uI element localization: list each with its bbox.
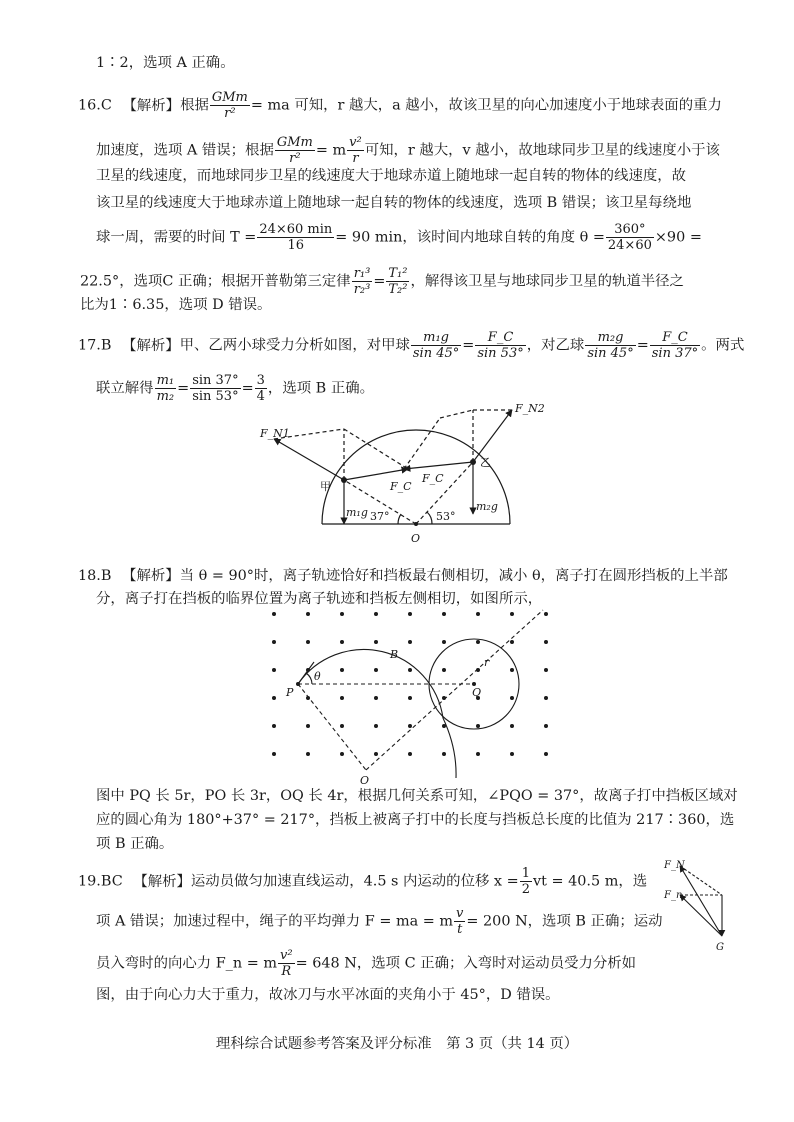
q17-line-1 <box>78 330 744 361</box>
q18-line-3: 图中 PQ 长 5r，PO 长 3r，OQ 长 4r，根据几何关系可知，∠PQO = 37°，故离子打中挡板区域对 <box>96 788 738 804</box>
field-dot <box>476 752 480 756</box>
q19-text: = 200 N，选项 B 正确；运动 <box>466 913 663 930</box>
field-dot <box>340 640 344 644</box>
q16-tag: 【解析】 <box>122 97 181 114</box>
q18-number: 18. <box>78 568 101 584</box>
q16-frac-time: $\frac{24\times 60 \min}{16}$ <box>259 222 333 253</box>
theta-arc <box>306 673 312 684</box>
field-dot <box>272 612 276 616</box>
q16-line-3: 卫星的线速度，而地球同步卫星的线速度大于地球赤道上随地球一起自转的物体的线速度，故 <box>96 168 687 184</box>
field-dot <box>408 640 412 644</box>
q18-line-2: 分，离子打在挡板的临界位置为离子轨迹和挡板左侧相切，如图所示， <box>96 591 543 607</box>
q16-frac-gmm-2: $\frac{\text{GMm}}{\text{r²}}$ <box>276 135 313 166</box>
field-dot <box>442 752 446 756</box>
field-dot <box>408 612 412 616</box>
field-dot <box>442 612 446 616</box>
q16-line-6 <box>80 266 684 297</box>
field-dot <box>272 724 276 728</box>
q19-text: 项 A 错误；加速过程中，绳子的平均弹力 F = ma = m <box>96 913 454 930</box>
q19-text: = 648 N，选项 C 正确；入弯时对运动员受力分析如 <box>295 955 637 972</box>
ball-jia <box>341 477 347 483</box>
label-37: 37° <box>370 510 390 523</box>
q16-text: = 90 min，该时间内地球自转的角度 θ = <box>335 229 605 246</box>
q17-frac-d: $\frac{F\_C}{\sin 37^\circ}$ <box>651 330 699 361</box>
q19-text: vt = 40.5 m，选 <box>532 873 648 890</box>
field-dot <box>510 752 514 756</box>
q17-frac-g: $\frac{3}{4}$ <box>256 373 265 404</box>
figure-18-ion-trajectory <box>260 598 560 788</box>
q17-frac-e: $\frac{\text{m₁}}{\text{m₂}}$ <box>156 373 175 404</box>
q19-line-3 <box>96 948 636 979</box>
label-fn2: F_N2 <box>515 402 545 415</box>
q17-text: 。两式 <box>701 337 745 354</box>
q19-tag: 【解析】 <box>133 873 191 890</box>
q18-line-5: 项 B 正确。 <box>96 836 174 852</box>
q19-number: 19. <box>78 873 101 890</box>
q17-text: ，选项 B 正确。 <box>267 380 374 397</box>
field-dot <box>340 668 344 672</box>
q16-frac-v2r: $\frac{\text{v²}}{r}$ <box>349 135 362 166</box>
q17-tag: 【解析】 <box>122 337 180 354</box>
label-g: G <box>716 942 724 953</box>
field-dot <box>544 668 548 672</box>
field-dot <box>476 612 480 616</box>
label-fc-2: F_C <box>422 472 444 485</box>
q16-frac-kepler-r: $\frac{\text{r₁³}}{\text{r₂³}}$ <box>353 266 371 297</box>
field-dot <box>374 752 378 756</box>
field-dot <box>544 724 548 728</box>
field-dot <box>476 640 480 644</box>
field-dot <box>272 696 276 700</box>
q16-text: = m <box>315 142 347 159</box>
q17-text: = <box>177 380 190 397</box>
angle-arc-53 <box>427 512 432 524</box>
label-fn1: F_N1 <box>260 427 290 440</box>
q16-number: 16. <box>78 97 101 114</box>
q18-text: 当 θ = 90°时，离子轨迹恰好和挡板最右侧相切，减小 θ，离子打在圆形挡板的上半部 <box>179 568 728 584</box>
label-53: 53° <box>436 510 456 523</box>
figure-17-force-diagram <box>250 402 550 552</box>
field-dot <box>374 724 378 728</box>
field-dot <box>510 696 514 700</box>
q16-text: 根据 <box>180 97 209 114</box>
label-fc-1: F_C <box>390 480 412 493</box>
q16-line-2 <box>96 135 720 166</box>
field-dot <box>272 640 276 644</box>
q16-text: 加速度，选项 A 错误；根据 <box>96 142 274 159</box>
angle-arc-37 <box>398 514 401 524</box>
q17-text: = <box>462 337 475 354</box>
label-m1g: m₁g <box>346 506 368 519</box>
field-dot <box>544 696 548 700</box>
q19-answer: BC <box>100 873 123 890</box>
q16-text: 球一周，需要的时间 T = <box>96 229 257 246</box>
field-dot <box>306 752 310 756</box>
oq-extended-dashed-line <box>366 610 543 770</box>
label-p: P <box>286 686 294 699</box>
field-dot <box>306 640 310 644</box>
field-dot <box>340 612 344 616</box>
label-jia: 甲 <box>320 480 331 493</box>
q16-frac-angle: $\frac{360^\circ}{24\times 60}$ <box>607 222 652 253</box>
field-dot <box>476 724 480 728</box>
field-dot <box>340 752 344 756</box>
field-dot <box>340 696 344 700</box>
q17-number: 17. <box>78 337 101 354</box>
q19-text: 员入弯时的向心力 F_n = m <box>96 955 278 972</box>
q17-text: 甲、乙两小球受力分析如图，对甲球 <box>179 337 410 354</box>
q19-line-2 <box>96 906 663 937</box>
q17-answer: B <box>100 337 112 354</box>
q16-text: ，解得该卫星与地球同步卫星的轨道半径之 <box>410 273 684 290</box>
field-dot <box>374 640 378 644</box>
field-dot <box>408 752 412 756</box>
field-dot <box>442 640 446 644</box>
q16-line-1 <box>78 90 722 121</box>
q19-frac-v2r: $\frac{\text{v²}}{R}$ <box>280 948 293 979</box>
field-dot <box>374 668 378 672</box>
q17-frac-c: $\frac{\text{m₂g}}{\sin 45^\circ}$ <box>587 330 634 361</box>
field-dot <box>510 640 514 644</box>
fn2-arrow <box>473 410 512 462</box>
q18-line-1 <box>78 566 728 586</box>
field-dot <box>510 668 514 672</box>
q16-line-5 <box>96 222 702 253</box>
q18-answer: B <box>100 568 112 584</box>
label-theta: θ <box>314 670 321 683</box>
q19-line-1 <box>78 866 647 897</box>
ball-yi <box>470 459 476 465</box>
q19-text: 运动员做匀加速直线运动，4.5 s 内运动的位移 x = <box>190 873 519 890</box>
field-dot <box>544 752 548 756</box>
fc-arrow-yi <box>404 462 473 469</box>
label-o: O <box>360 774 370 787</box>
q16-text: 可知，r 越大，v 越小，故地球同步卫星的线速度小于该 <box>364 142 720 159</box>
field-dot <box>272 668 276 672</box>
q16-line-7: 比为1∶6.35，选项 D 错误。 <box>80 297 272 313</box>
q16-frac-gmm: $\frac{\text{GMm}}{\text{r²}}$ <box>211 90 248 121</box>
q17-text: = <box>636 337 649 354</box>
text-line-top: 1∶2，选项 A 正确。 <box>96 55 235 71</box>
q17-line-2 <box>96 373 374 404</box>
q16-frac-kepler-t: $\frac{\text{T₁²}}{\text{T₂²}}$ <box>388 266 408 297</box>
q17-frac-a: $\frac{\text{m₁g}}{\sin 45^\circ}$ <box>412 330 460 361</box>
q18-line-4: 应的圆心角为 180°+37° = 217°，挡板上被离子打中的长度与挡板总长度的比值为 217∶360，选 <box>96 812 735 828</box>
label-q: Q <box>472 686 482 699</box>
field-dot <box>340 724 344 728</box>
field-dot <box>544 612 548 616</box>
field-dot <box>374 696 378 700</box>
label-r: r <box>484 656 490 669</box>
label-o: O <box>411 532 421 545</box>
q17-text: = <box>241 380 254 397</box>
label-yi: 乙 <box>480 456 491 469</box>
q16-text: ×90 = <box>654 229 702 246</box>
q19-line-4: 图，由于向心力大于重力，故冰刀与水平冰面的夹角小于 45°，D 错误。 <box>96 987 560 1003</box>
q19-frac-half: $\frac{1}{2}$ <box>521 866 530 897</box>
figure-19-force-diagram <box>660 852 740 952</box>
field-dot <box>408 696 412 700</box>
page-footer: 理科综合试题参考答案及评分标准 第 3 页（共 14 页） <box>215 1036 579 1052</box>
field-dot <box>306 724 310 728</box>
field-dot <box>510 612 514 616</box>
field-dot <box>510 724 514 728</box>
label-fn-centripetal: F_n <box>664 890 683 901</box>
q16-text: = ma 可知，r 越大，a 越小，故该卫星的向心加速度小于地球表面的重力 <box>250 97 722 114</box>
q18-tag: 【解析】 <box>122 568 180 584</box>
point-p <box>296 682 300 686</box>
q16-text: = <box>373 273 386 290</box>
q16-answer: C <box>100 97 112 114</box>
label-fn: F_N <box>664 860 685 871</box>
q16-line-4: 该卫星的线速度大于地球赤道上随地球一起自转的物体的线速度，选项 B 错误；该卫星每绕地 <box>96 195 692 211</box>
field-dot <box>272 752 276 756</box>
field-dot <box>374 612 378 616</box>
q17-text: ，对乙球 <box>526 337 585 354</box>
fn1-arrow <box>274 439 344 480</box>
q17-text: 联立解得 <box>96 380 154 397</box>
center-point-o <box>414 522 418 526</box>
field-dot <box>442 668 446 672</box>
q16-text: 22.5°，选项C 正确；根据开普勒第三定律 <box>80 273 351 290</box>
q17-frac-f: $\frac{\sin 37^\circ}{\sin 53^\circ}$ <box>192 373 239 404</box>
field-dot <box>408 724 412 728</box>
label-m2g: m₂g <box>476 500 498 513</box>
fc-arrow-jia <box>344 469 408 480</box>
q17-frac-b: $\frac{F\_C}{\sin 53^\circ}$ <box>477 330 524 361</box>
field-dot <box>306 612 310 616</box>
q19-frac-vt: $\frac{v}{t}$ <box>456 906 464 937</box>
label-b: B <box>390 648 399 661</box>
field-dot <box>544 640 548 644</box>
field-dot <box>408 668 412 672</box>
